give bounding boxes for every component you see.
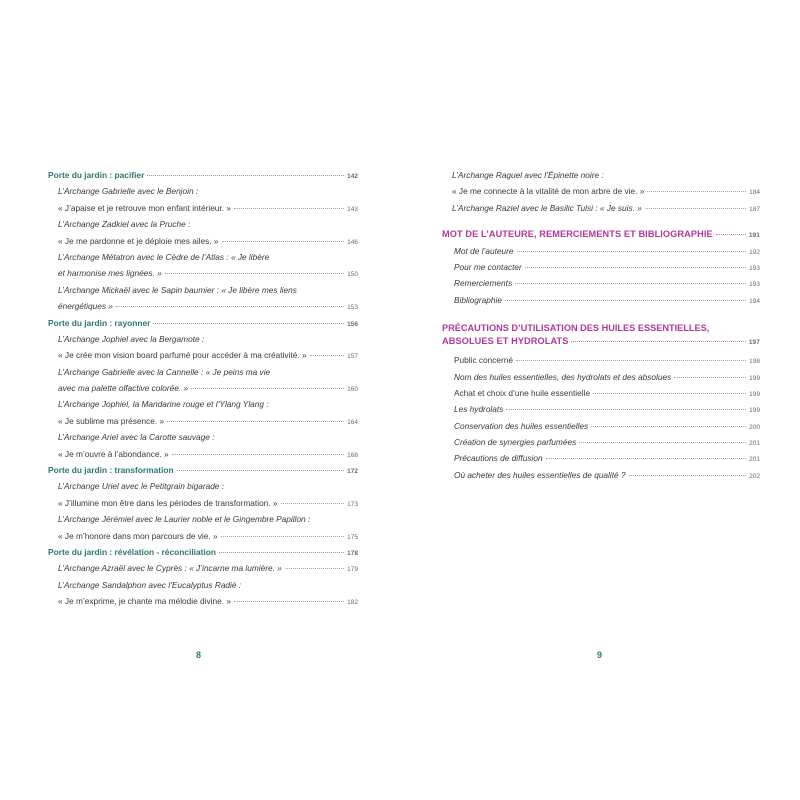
- toc-entry-text: « Je sublime ma présence. »: [58, 415, 165, 426]
- toc-entry-text: énergétiques »: [58, 301, 113, 312]
- toc-page-number: 198: [749, 358, 760, 366]
- toc-entry-text: L’Archange Raguel avec l’Épinette noire :: [452, 170, 604, 180]
- toc-entry-text: L’Archange Raziel avec le Basilic Tulsi : « Je suis. »: [452, 202, 642, 213]
- toc-page-number: 168: [347, 451, 358, 459]
- dot-leader: [505, 300, 746, 301]
- toc-entry-text: L’Archange Azraël avec le Cyprès : « J’incarne ma lumière. »: [58, 563, 282, 574]
- toc-entry-text: « Je crée mon vision board parfumé pour accéder à ma créativité. »: [58, 350, 307, 361]
- toc-entry: [442, 369, 760, 385]
- toc-page-number: 200: [749, 423, 760, 431]
- toc-entry: [442, 292, 760, 308]
- toc-page-number: 150: [347, 271, 358, 279]
- toc-entry-text: Nom des huiles essentielles, des hydrolats et des absolues: [454, 371, 672, 382]
- dot-leader: [579, 442, 746, 443]
- toc-entry-text: L’Archange Sandalphon avec l’Eucalyptus Radié :: [58, 579, 242, 590]
- dot-leader: [177, 470, 345, 471]
- heading-precautions-line2: ABSOLUES ET HYDROLATS 197: [442, 336, 760, 347]
- dot-leader: [172, 454, 344, 455]
- toc-entry: [48, 478, 358, 494]
- toc-entry: [442, 434, 760, 450]
- toc-entry-text: « Je me connecte à la vitalité de mon arbre de vie. »: [452, 186, 645, 197]
- toc-entry-text: Mot de l’auteure: [454, 245, 514, 256]
- toc-entry-text: Public concerné: [454, 355, 514, 366]
- toc-page-number: 194: [749, 297, 760, 305]
- right-table-of-contents: [442, 167, 760, 483]
- toc-entry: [48, 265, 358, 281]
- toc-entry: [48, 413, 358, 429]
- toc-entry-text: Porte du jardin : révélation - réconciliation: [48, 546, 216, 557]
- dot-leader: [516, 360, 746, 361]
- toc-entry: [442, 385, 760, 401]
- toc-entry-text: et harmonise mes lignées. »: [58, 268, 162, 279]
- toc-entry: [48, 446, 358, 462]
- toc-entry-text: avec ma palette olfactive colorée. »: [58, 383, 189, 394]
- dot-leader: [310, 355, 345, 356]
- toc-entry-text: L’Archange Uriel avec le Petitgrain bigarade :: [58, 481, 225, 492]
- toc-page-number: 199: [749, 407, 760, 415]
- toc-section: [48, 315, 358, 331]
- dot-leader: [591, 426, 746, 427]
- toc-entry-text: Bibliographie: [454, 294, 502, 305]
- toc-entry-text: « Je m’exprime, je chante ma mélodie divine. »: [58, 596, 231, 607]
- dot-leader: [219, 552, 344, 553]
- dot-leader: [153, 323, 344, 324]
- dot-leader: [629, 475, 747, 476]
- toc-entry-text: Remerciements: [454, 278, 513, 289]
- dot-leader: [281, 503, 345, 504]
- toc-entry: [48, 282, 358, 298]
- dot-leader: [593, 393, 746, 394]
- dot-leader: [285, 568, 344, 569]
- dot-leader: [165, 273, 344, 274]
- toc-entry: [442, 259, 760, 275]
- toc-entry: [442, 183, 760, 199]
- toc-page-number: 202: [749, 472, 760, 480]
- toc-entry: [48, 495, 358, 511]
- toc-page-number: 179: [347, 566, 358, 574]
- toc-entry: [442, 352, 760, 368]
- toc-entry-text: Les hydrolats: [454, 404, 504, 415]
- toc-page-number: 156: [347, 320, 358, 328]
- toc-entry: [48, 298, 358, 314]
- left-page-number: 8: [196, 650, 202, 660]
- toc-page-number: 157: [347, 353, 358, 361]
- left-table-of-contents: [48, 167, 358, 610]
- dot-leader: [147, 175, 344, 176]
- toc-page-number: 164: [347, 418, 358, 426]
- dot-leader: [234, 601, 344, 602]
- toc-entry: [442, 275, 760, 291]
- dot-leader: [546, 458, 747, 459]
- toc-entry-text: Porte du jardin : pacifier: [48, 170, 145, 180]
- toc-entry-text: Création de synergies parfumées: [454, 437, 577, 448]
- toc-entry: [48, 183, 358, 199]
- toc-page-number: 201: [749, 440, 760, 448]
- toc-page-number: 193: [749, 264, 760, 272]
- dot-leader: [515, 283, 746, 284]
- toc-entry-text: Où acheter des huiles essentielles de qualité ?: [454, 469, 626, 480]
- toc-page-number: 201: [749, 456, 760, 464]
- heading-precautions-line1: PRÉCAUTIONS D’UTILISATION DES HUILES ESSENTIELLES,: [442, 323, 710, 334]
- toc-entry: [48, 331, 358, 347]
- dot-leader: [647, 191, 746, 192]
- toc-page-number: 175: [347, 533, 358, 541]
- dot-leader: [167, 421, 344, 422]
- toc-page-number: 172: [347, 468, 358, 476]
- toc-entry: [48, 200, 358, 216]
- toc-page-number: 199: [749, 390, 760, 398]
- toc-entry: [442, 418, 760, 434]
- toc-entry: [442, 200, 760, 216]
- right-page-number: 9: [597, 650, 603, 660]
- toc-page-number: 184: [749, 189, 760, 197]
- toc-entry: [442, 167, 760, 183]
- toc-entry-text: « Je m’ouvre à l’abondance. »: [58, 448, 169, 459]
- toc-entry-text: Pour me contacter: [454, 261, 522, 272]
- toc-page-number: 173: [347, 500, 358, 508]
- toc-entry: [442, 450, 760, 466]
- toc-entry-text: L’Archange Mickaël avec le Sapin baumier : « Je libère mes liens: [58, 284, 297, 295]
- toc-entry-text: « Je me pardonne et je déploie mes ailes. »: [58, 235, 219, 246]
- dot-leader: [506, 409, 746, 410]
- toc-page-number: 143: [347, 205, 358, 213]
- toc-entry: [442, 467, 760, 483]
- toc-entry-text: Conservation des huiles essentielles: [454, 420, 589, 431]
- dot-leader: [191, 388, 344, 389]
- toc-entry-text: L’Archange Gabrielle avec le Benjoin :: [58, 186, 199, 197]
- toc-entry: [48, 593, 358, 609]
- dot-leader: [645, 208, 746, 209]
- toc-page-number: 142: [347, 173, 358, 180]
- dot-leader: [222, 241, 345, 242]
- toc-page-number: 146: [347, 238, 358, 246]
- toc-entry: [48, 233, 358, 249]
- toc-entry-text: L’Archange Métatron avec le Cèdre de l’Atlas : « Je libère: [58, 251, 270, 262]
- toc-entry: [48, 560, 358, 576]
- toc-entry-text: L’Archange Zadkiel avec la Pruche :: [58, 219, 191, 230]
- toc-entry-text: L’Archange Gabrielle avec la Cannelle : « Je peins ma vie: [58, 366, 271, 377]
- toc-page-number: 153: [347, 304, 358, 312]
- toc-entry-text: « Je m’honore dans mon parcours de vie. »: [58, 530, 218, 541]
- toc-entry-text: Achat et choix d’une huile essentielle: [454, 387, 591, 398]
- toc-section: [48, 167, 358, 183]
- toc-entry-text: « J’apaise et je retrouve mon enfant intérieur. »: [58, 202, 231, 213]
- dot-leader: [116, 306, 344, 307]
- toc-entry-text: Précautions de diffusion: [454, 453, 543, 464]
- dot-leader: [517, 251, 747, 252]
- toc-entry: [48, 380, 358, 396]
- toc-entry: [48, 396, 358, 412]
- toc-entry-text: L’Archange Jérémiel avec le Laurier noble et le Gingembre Papillon :: [58, 514, 311, 525]
- toc-entry: [48, 511, 358, 527]
- toc-page-number: 192: [749, 248, 760, 256]
- toc-page-number: 199: [749, 374, 760, 382]
- toc-entry: [48, 429, 358, 445]
- toc-section: [48, 544, 358, 560]
- toc-entry-text: L’Archange Ariel avec la Carotte sauvage :: [58, 432, 215, 443]
- toc-page-number: 178: [347, 549, 358, 557]
- toc-entry: [48, 216, 358, 232]
- heading-author-acknowledgements: MOT DE L’AUTEURE, REMERCIEMENTS ET BIBLIOGRAPHIE 191: [442, 229, 760, 240]
- dot-leader: [525, 267, 746, 268]
- toc-section: [48, 462, 358, 478]
- toc-entry: [442, 243, 760, 259]
- toc-page-number: 193: [749, 281, 760, 289]
- dot-leader: [221, 536, 345, 537]
- toc-entry: [48, 347, 358, 363]
- toc-page-number: 160: [347, 386, 358, 394]
- toc-page-number: 187: [749, 205, 760, 213]
- toc-page-number: 182: [347, 599, 358, 607]
- dot-leader: [234, 208, 344, 209]
- toc-entry-text: L’Archange Jophiel avec la Bergamote :: [58, 333, 205, 344]
- toc-entry-text: « J’illumine mon être dans les périodes de transformation. »: [58, 497, 278, 508]
- dot-leader: [674, 377, 746, 378]
- toc-entry: [442, 401, 760, 417]
- toc-entry: [48, 249, 358, 265]
- toc-entry-text: L’Archange Jophiel, la Mandarine rouge et l’Ylang Ylang :: [58, 399, 269, 410]
- toc-entry: [48, 528, 358, 544]
- toc-entry: [48, 364, 358, 380]
- toc-entry-text: Porte du jardin : rayonner: [48, 317, 151, 328]
- toc-entry-text: Porte du jardin : transformation: [48, 465, 174, 476]
- toc-entry: [48, 577, 358, 593]
